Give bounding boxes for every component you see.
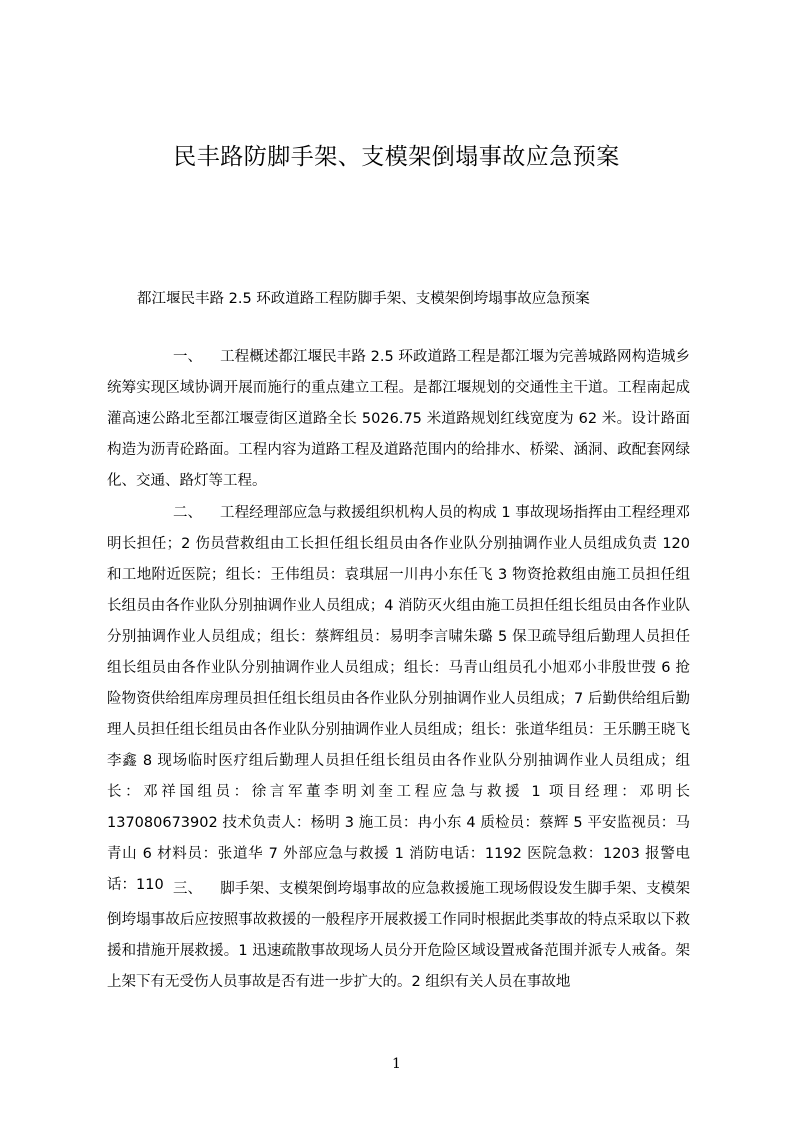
page-title: 民丰路防脚手架、支模架倒塌事故应急预案 <box>173 144 620 170</box>
section-number: 三、 <box>173 881 202 897</box>
section-text: 工程概述都江堰民丰路 2.5 环政道路工程是都江堰为完善城路网构造城乡统筹实现区域协调开展而施行的重点建立工程。是都江堰规划的交通性主干道。工程南起成灌高速公路北至都江堰壹街区道路全长 5026.75 米道路规划红线宽度为 62 米。设计路面构造为沥青砼路面。工程内容为道路工程及道路范围内的给排水、桥梁、涵洞、政配套网绿化、交通、路灯等工程。 <box>107 349 690 489</box>
document-subtitle: 都江堰民丰路 2.5 环政道路工程防脚手架、支模架倒垮塌事故应急预案 <box>137 291 590 307</box>
section-paragraph-2 <box>107 498 690 901</box>
page-number: 1 <box>392 1056 401 1072</box>
section-paragraph-1 <box>107 342 690 497</box>
section-paragraph-3 <box>107 874 690 998</box>
section-text: 脚手架、支模架倒垮塌事故的应急救援施工现场假设发生脚手架、支模架倒垮塌事故后应按照事故救援的一般程序开展救援工作同时根据此类事故的特点采取以下救援和措施开展救援。1 迅速疏散事故现场人员分开危险区域设置戒备范围并派专人戒备。架上架下有无受伤人员事故是否有进一步扩大的。2 组织有关人员在事故地 <box>107 881 690 990</box>
section-number: 一、 <box>173 349 202 365</box>
section-text: 工程经理部应急与救援组织机构人员的构成 1 事故现场指挥由工程经理邓明长担任；2 伤员营救组由工长担任组长组员由各作业队分别抽调作业人员组成负责 120 和工地附近医院；组长：王伟组员：袁琪屈一川冉小东任飞 3 物资抢救组由施工员担任组长组员由各作业队分别抽调作业人员组成；4 消防灭火组由施工员担任组长组员由各作业队分别抽调作业人员组成；组长：蔡辉组员：易明李言啸朱璐 5 保卫疏导组后勤理人员担任组长组员由各作业队分别抽调作业人员组成；组长：马青山组员孔小旭邓小非殷世弢 6 抢险物资供给组库房理员担任组长组员由各作业队分别抽调作业人员组成；7 后勤供给组后勤理人员担任组长组员由各作业队分别抽调作业人员组成；组长：张道华组员：王乐鹏王晓飞李鑫 8 现场临时医疗组后勤理人员担任组长组员由各作业队分别抽调作业人员组成；组长：邓祥国组员：徐言军董李明刘奎工程应急与救援 1 项目经理：邓明长 137080673902 技术负责人：杨明 3 施工员：冉小东 4 质检员：蔡辉 5 平安监视员：马青山 6 材料员：张道华 7 外部应急与救援 1 消防电话：1192 医院急救：1203 报警电话：110 <box>107 505 690 893</box>
section-number: 二、 <box>173 505 202 521</box>
